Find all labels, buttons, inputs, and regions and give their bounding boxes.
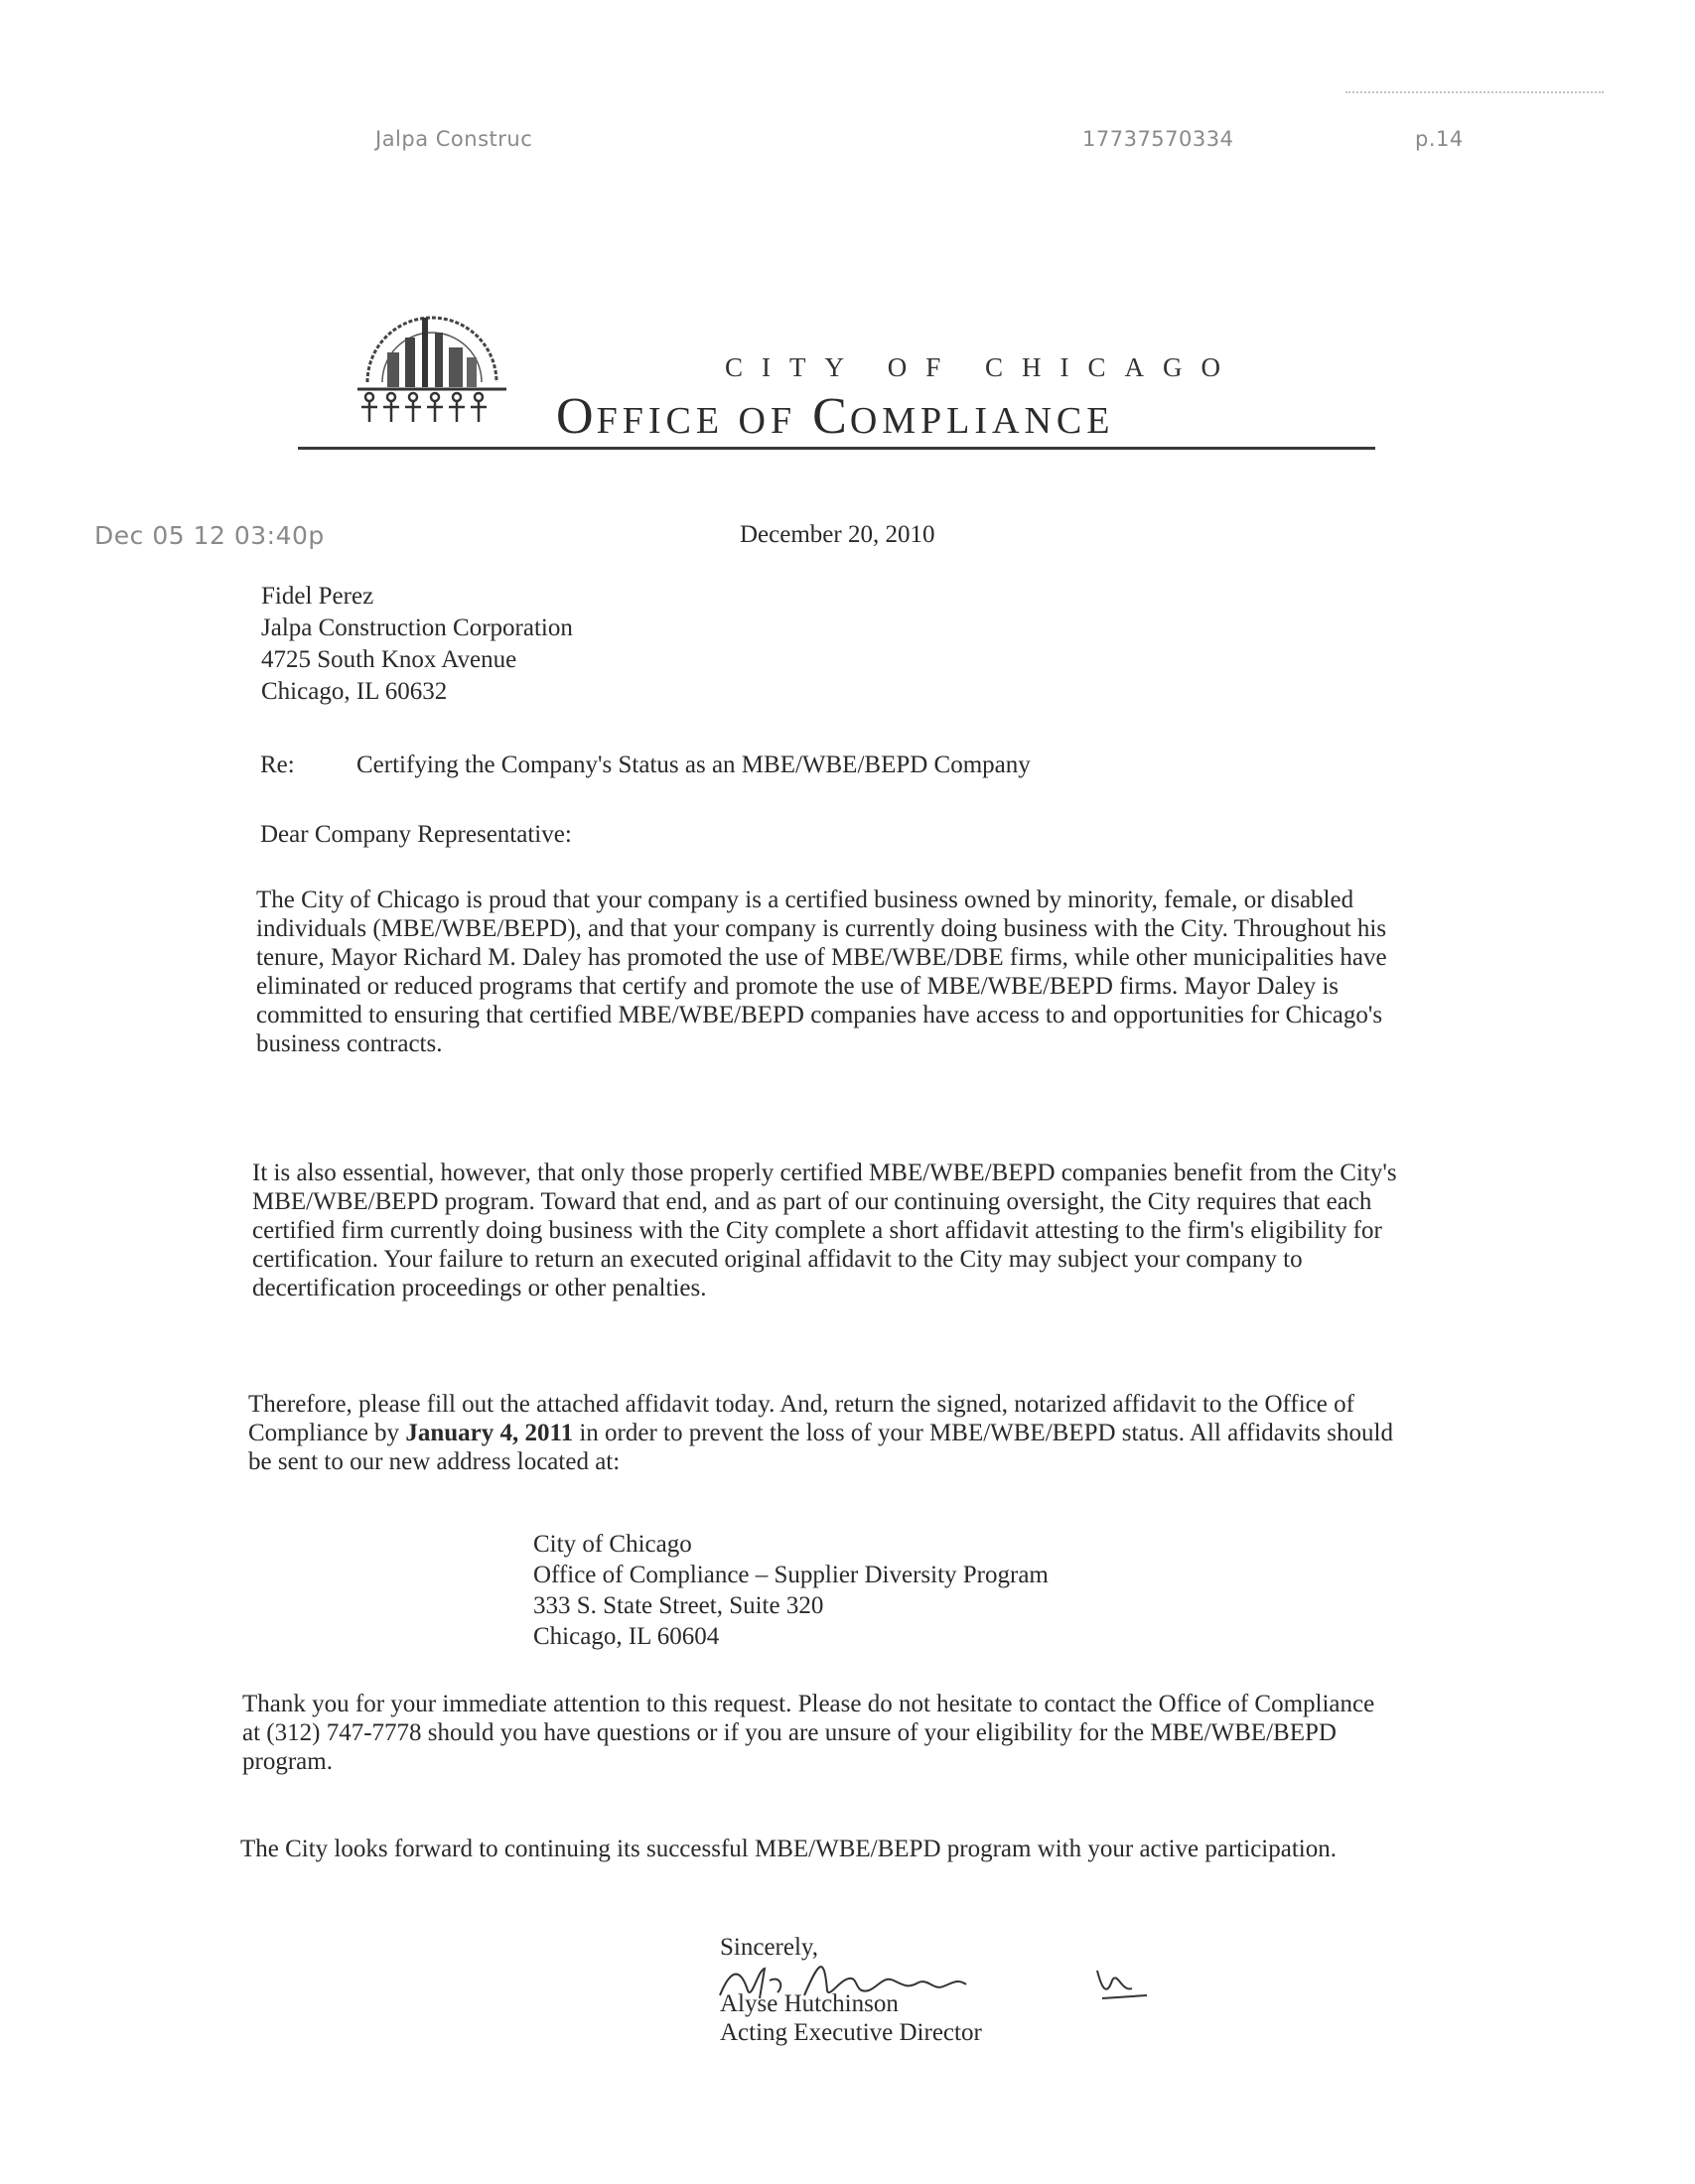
letterhead-initial-o: O — [556, 388, 597, 445]
signer-name: Alyse Hutchinson — [720, 1990, 899, 2017]
deadline-date: January 4, 2011 — [405, 1420, 574, 1446]
fax-phone-number: 17737570334 — [1082, 127, 1234, 151]
fax-noise-marks — [1345, 91, 1604, 96]
recipient-address — [261, 581, 573, 708]
fax-page-number: p.14 — [1415, 127, 1464, 151]
mailing-line-1: City of Chicago — [533, 1531, 692, 1558]
salutation: Dear Company Representative: — [260, 821, 572, 848]
valediction: Sincerely, — [720, 1934, 819, 1961]
recipient-company: Jalpa Construction Corporation — [261, 614, 573, 641]
paragraph-3-after: in order to prevent the loss of your MBE/WBE/BEPD status. All affidavits should be sent to our new address located at: — [248, 1420, 1393, 1475]
recipient-street: 4725 South Knox Avenue — [261, 646, 517, 673]
letterhead-office-rest-2: OMPLIANCE — [849, 400, 1115, 442]
subject-line — [260, 751, 1031, 779]
fax-sender: Jalpa Construc — [375, 127, 533, 151]
letterhead-office-title — [556, 387, 1115, 446]
paragraph-4: Thank you for your immediate attention to this request. Please do not hesitate to contact the Office of Compliance at (312) 747-7778 should you have questions or if you are unsure of your eligibility for the MBE/WBE/BEPD program. — [242, 1691, 1375, 1775]
paragraph-3 — [248, 1390, 1400, 1476]
recipient-city-state-zip: Chicago, IL 60632 — [261, 678, 448, 705]
mailing-address — [533, 1529, 1049, 1652]
signer-title: Acting Executive Director — [720, 2019, 982, 2046]
letterhead-initial-c: C — [812, 388, 850, 445]
letterhead-office-rest-1: FFICE OF — [596, 400, 797, 442]
paragraph-2: It is also essential, however, that only those properly certified MBE/WBE/BEPD companies benefit from the City's MBE/WBE/BEPD program. Toward that end, and as part of our continuing oversight, the City requires that each certified firm currently doing business with the City complete a short affidavit attesting to the firm's eligibility for certification. Your failure to return an executed original affidavit to the City may subject your company to decertification proceedings or other penalties. — [252, 1160, 1397, 1301]
subject-text: Certifying the Company's Status as an MBE/WBE/BEPD Company — [356, 751, 1031, 778]
paragraph-3-before: Therefore, please fill out the attached affidavit today. And, return the signed, notarized affidavit to the Office of Compliance by — [248, 1391, 1354, 1446]
recipient-name: Fidel Perez — [261, 583, 374, 610]
mailing-line-2: Office of Compliance – Supplier Diversity Program — [533, 1562, 1049, 1588]
subject-label: Re: — [260, 751, 295, 778]
paragraph-5: The City looks forward to continuing its successful MBE/WBE/BEPD program with your active participation. — [240, 1836, 1337, 1862]
paragraph-1: The City of Chicago is proud that your company is a certified business owned by minority, female, or disabled individuals (MBE/WBE/BEPD), and that your company is currently doing business with the City. Throughout his tenure, Mayor Richard M. Daley has promoted the use of MBE/WBE/DBE firms, while other municipalities have eliminated or reduced programs that certify and promote the use of MBE/WBE/BEPD firms. Mayor Daley is committed to ensuring that certified MBE/WBE/BEPD companies have access to and opportunities for Chicago's business contracts. — [256, 887, 1387, 1057]
mailing-line-3: 333 S. State Street, Suite 320 — [533, 1592, 824, 1619]
mailing-line-4: Chicago, IL 60604 — [533, 1623, 720, 1650]
letterhead-city: CITY OF CHICAGO — [725, 352, 1240, 382]
fax-date-time: Dec 05 12 03:40p — [94, 521, 325, 550]
closing-block — [720, 1933, 982, 2047]
letterhead-rule — [298, 447, 1375, 450]
city-seal-icon — [348, 298, 516, 437]
letter-date: December 20, 2010 — [740, 521, 935, 548]
